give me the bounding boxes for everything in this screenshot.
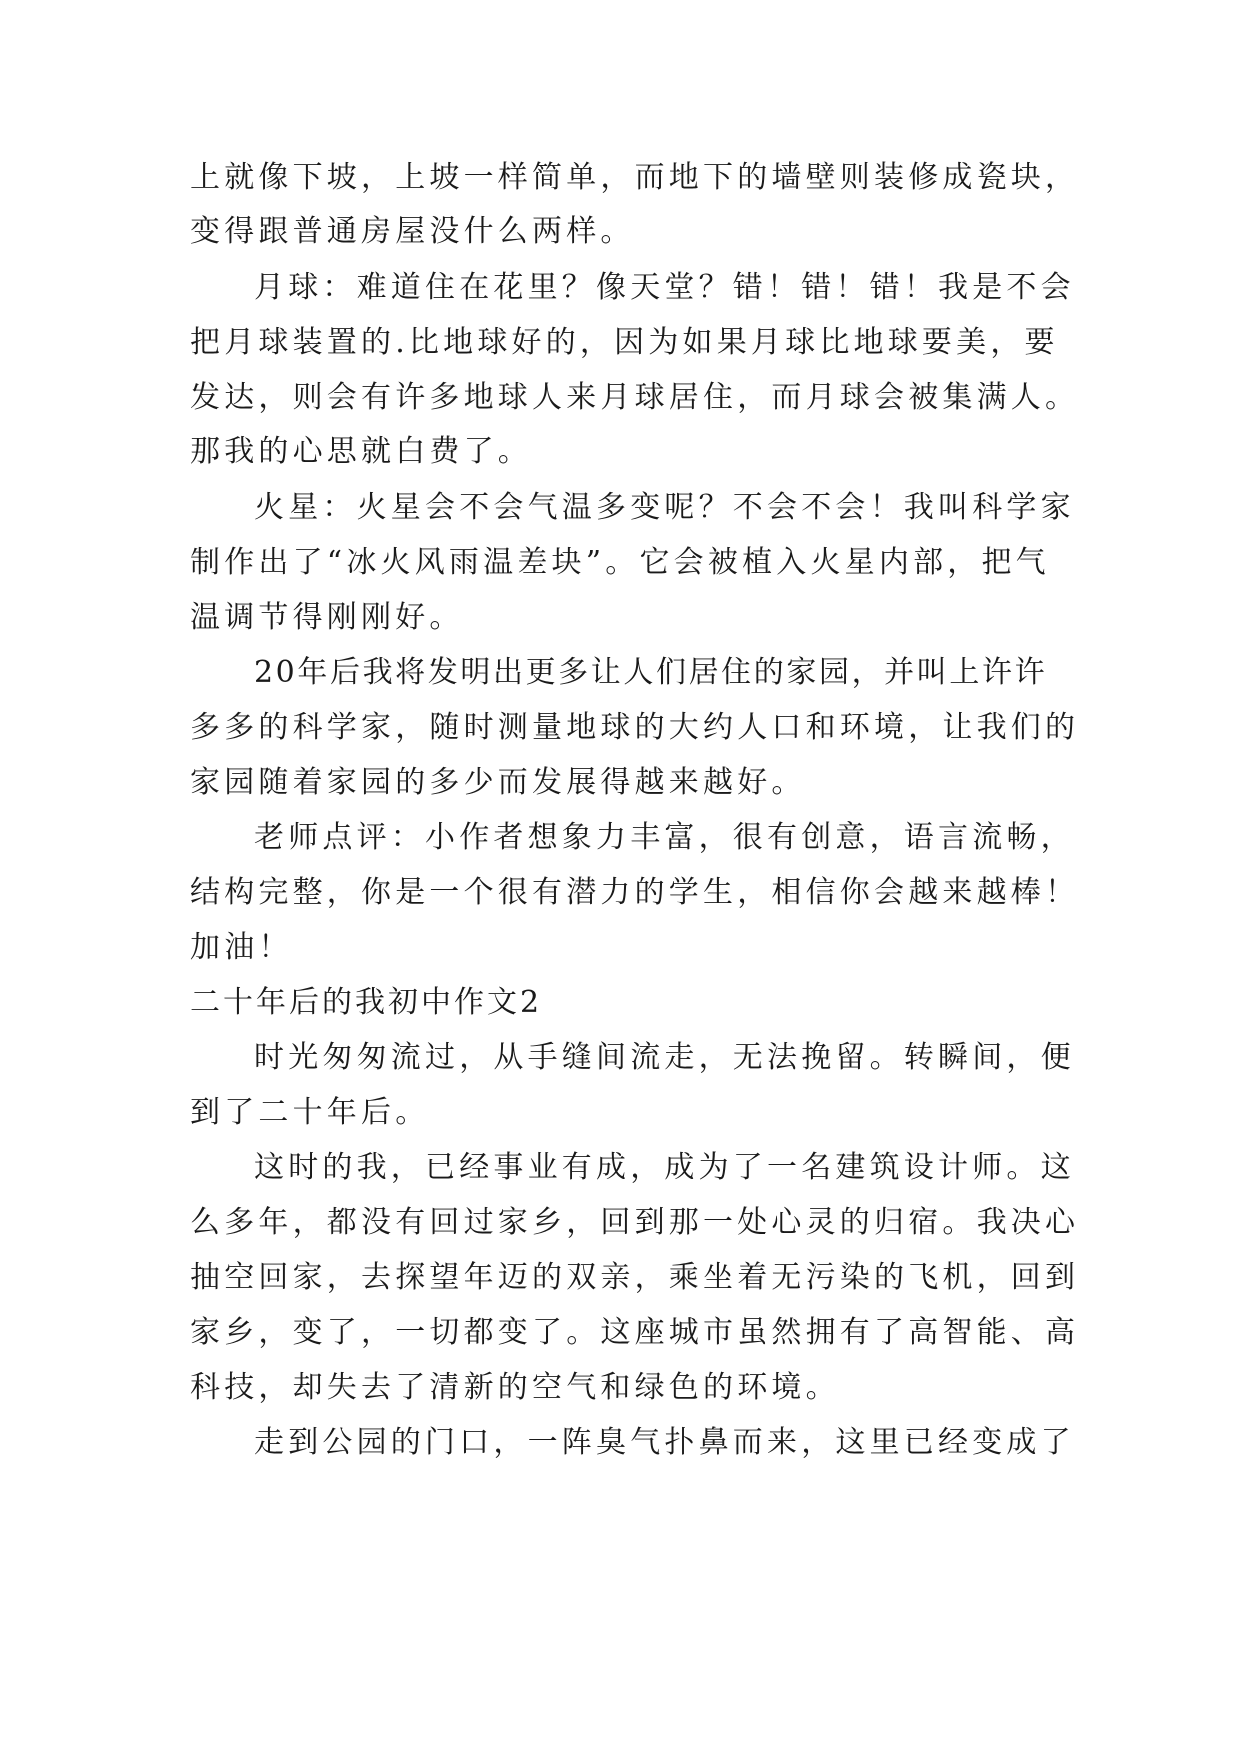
text-line: 到了二十年后。 (190, 1095, 430, 1130)
section-heading: 二十年后的我初中作文2 (190, 985, 543, 1020)
text-line: 温调节得刚刚好。 (190, 600, 464, 635)
text-line: 这时的我，已经事业有成，成为了一名建筑设计师。这 (254, 1150, 1075, 1185)
text-line: 发达，则会有许多地球人来月球居住，而月球会被集满人。 (190, 380, 1080, 415)
text-line: 那我的心思就白费了。 (190, 434, 532, 469)
text-line: 把月球装置的.比地球好的，因为如果月球比地球要美，要 (190, 325, 1059, 360)
text-line: 制作出了“冰火风雨温差块”。它会被植入火星内部，把气 (190, 545, 1050, 580)
text-line: 老师点评：小作者想象力丰富，很有创意，语言流畅， (254, 820, 1075, 855)
text-line: 月球：难道住在花里？像天堂？错！错！错！我是不会 (254, 270, 1075, 305)
text-line: 变得跟普通房屋没什么两样。 (190, 214, 635, 249)
text-line: 20年后我将发明出更多让人们居住的家园，并叫上许许 (254, 655, 1048, 690)
text-line: 么多年，都没有回过家乡，回到那一处心灵的归宿。我决心 (190, 1205, 1080, 1240)
text-line: 时光匆匆流过，从手缝间流走，无法挽留。转瞬间，便 (254, 1040, 1075, 1075)
text-line: 多多的科学家，随时测量地球的大约人口和环境，让我们的 (190, 710, 1080, 745)
text-line: 家园随着家园的多少而发展得越来越好。 (190, 765, 806, 800)
text-line: 上就像下坡，上坡一样简单，而地下的墙壁则装修成瓷块， (190, 160, 1080, 195)
text-line: 加油！ (190, 930, 293, 965)
text-line: 走到公园的门口，一阵臭气扑鼻而来，这里已经变成了 (254, 1425, 1075, 1460)
text-line: 抽空回家，去探望年迈的双亲，乘坐着无污染的飞机，回到 (190, 1260, 1080, 1295)
text-line: 科技，却失去了清新的空气和绿色的环境。 (190, 1370, 840, 1405)
text-line: 结构完整，你是一个很有潜力的学生，相信你会越来越棒！ (190, 875, 1080, 910)
text-line: 火星：火星会不会气温多变呢？不会不会！我叫科学家 (254, 490, 1075, 525)
text-line: 家乡，变了，一切都变了。这座城市虽然拥有了高智能、高 (190, 1315, 1080, 1350)
